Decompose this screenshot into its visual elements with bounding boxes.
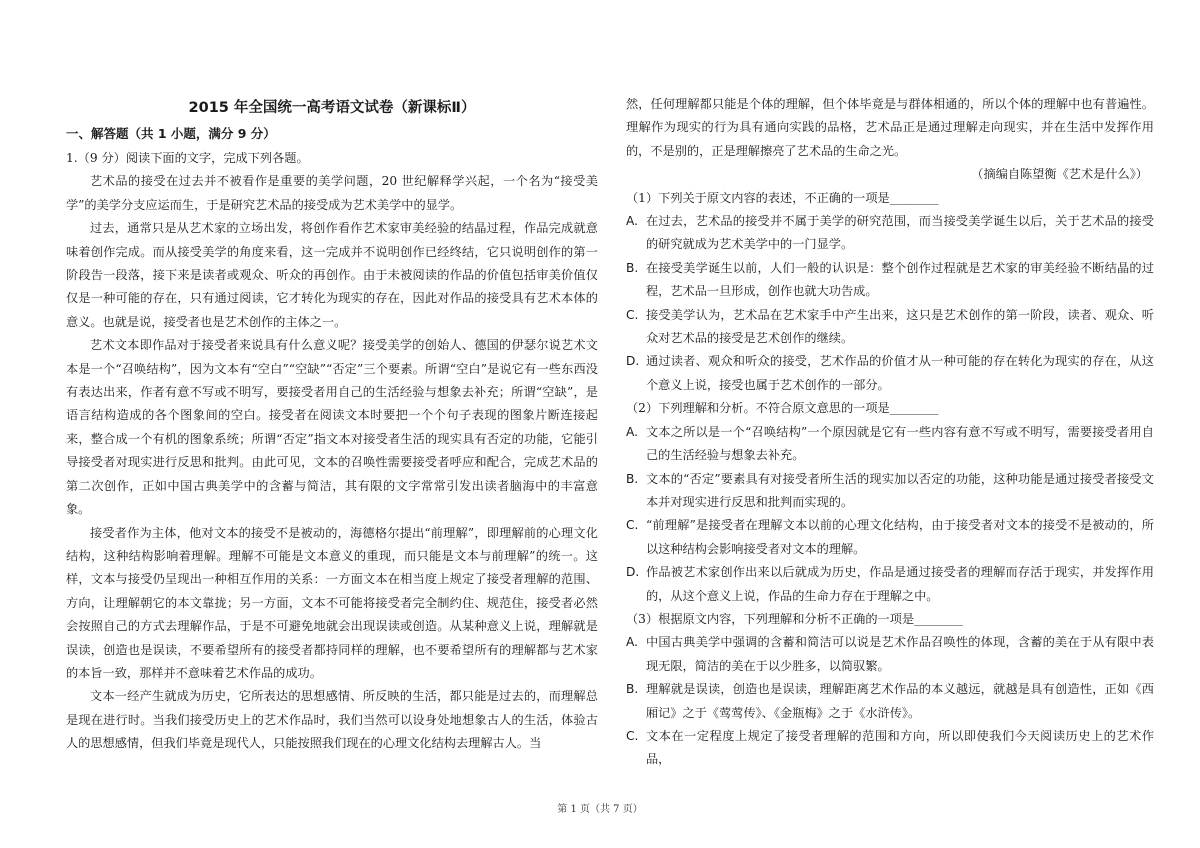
source-citation: （摘编自陈望衡《艺术是什么》） (971, 167, 1148, 182)
option-text: 理解就是误读，创造也是误读，理解距离艺术作品的本义越远，就越是具有创造性，正如《西厢记》之于《莺莺传》、《金瓶梅》之于《水浒传》。 (646, 682, 1154, 720)
option-letter: C. (626, 728, 639, 743)
option-2c[interactable] (626, 514, 1154, 561)
left-flow (66, 147, 598, 756)
question-stem: （2）下列理解和分析。不符合原文意思的一项是________ (626, 401, 939, 416)
option-2d[interactable] (626, 561, 1154, 608)
option-letter: A. (626, 424, 638, 439)
option-text: 文本的“否定”要素具有对接受者所生活的现实加以否定的功能，这种功能是通过接受者接受文本并对现实进行反思和批判而实现的。 (646, 471, 1154, 509)
option-text: 中国古典美学中强调的含蓄和简洁可以说是艺术作品召唤性的体现，含蓄的美在于从有限中表现无限，简洁的美在于以少胜多，以简驭繁。 (646, 635, 1154, 673)
option-3b[interactable] (626, 678, 1154, 725)
passage-paragraph-1: 艺术品的接受在过去并不被看作是重要的美学问题，20 世纪解释学兴起，一个名为“接受美学”的美学分支应运而生，于是研究艺术品的接受成为艺术美学中的显学。 (66, 174, 598, 212)
option-letter: C. (626, 518, 639, 533)
passage-paragraph-3: 艺术文本即作品对于接受者来说具有什么意义呢？接受美学的创始人、德国的伊瑟尔说艺术文本是一个“召唤结构”，因为文本有“空白”“空缺”“否定”三个要素。所谓“空白”是说它有一些东西没有表达出来，作者有意不写或不明写，要接受者用自己的生活经验与想象去补充；所谓“空缺”，是语言结构造成的各个图象间的空白。接受者在阅读文本时要把一个个句子表现的图象片断连接起来，整合成一个有机的图象系统；所谓“否定”指文本对接受者生活的现实具有否定的功能，它能引导接受者对现实进行反思和批判。由此可见，文本的召唤性需要接受者呼应和配合，完成艺术品的第二次创作，正如中国古典美学中的含蓄与简洁，其有限的文字常常引发出读者脑海中的丰富意象。 (66, 338, 598, 517)
option-letter: B. (626, 682, 639, 697)
passage-paragraph-2: 过去，通常只是从艺术家的立场出发，将创作看作艺术家审美经验的结晶过程，作品完成就意味着创作完成。而从接受美学的角度来看，这一完成并不说明创作已经终结，它只说明创作的第一阶段告一段落，接下来是读者或观众、听众的再创作。由于未被阅读的作品的价值包括审美价值仅仅是一种可能的存在，只有通过阅读，它才转化为现实的存在，因此对作品的接受具有艺术本体的意义。也就是说，接受者也是艺术创作的主体之一。 (66, 221, 598, 329)
option-letter: D. (626, 565, 640, 580)
question-intro: 1.（9 分）阅读下面的文字，完成下列各题。 (66, 151, 309, 165)
option-text: 文本之所以是一个“召唤结构”一个原因就是它有一些内容有意不写或不明写，需要接受者用自己的生活经验与想象去补充。 (646, 424, 1154, 463)
option-2a[interactable] (626, 421, 1154, 468)
question-1 (626, 187, 1154, 398)
option-text: 接受美学认为，艺术品在艺术家手中产生出来，这只是艺术创作的第一阶段，读者、观众、听众对艺术品的接受是艺术创作的继续。 (646, 307, 1154, 346)
option-1b[interactable] (626, 257, 1154, 304)
right-flow (626, 93, 1154, 772)
question-stem: （1）下列关于原文内容的表述，不正确的一项是________ (626, 190, 939, 205)
option-text: 文本在一定程度上规定了接受者理解的范围和方向，所以即使我们今天阅读历史上的艺术作品， (646, 728, 1154, 767)
option-text: 在过去，艺术品的接受并不属于美学的研究范围，而当接受美学诞生以后，关于艺术品的接受的研究就成为艺术美学中的一门显学。 (646, 214, 1154, 252)
option-3c[interactable] (626, 725, 1154, 772)
option-letter: B. (626, 260, 639, 275)
page-footer: 第 1 页（共 7 页） (557, 804, 643, 815)
option-letter: D. (626, 354, 640, 369)
passage-paragraph-4: 接受者作为主体，他对文本的接受不是被动的，海德格尔提出“前理解”，即理解前的心理文化结构，这种结构影响着理解。理解不可能是文本意义的重现，而只能是文本与前理解”的统一。这样，文本与接受仍呈现出一种相互作用的关系：一方面文本在相当度上规定了接受者理解的范围、方向，让理解朝它的本文靠拢；另一方面，文本不可能将接受者完全制约住、规范住，接受者必然会按照自己的方式去理解作品，于是不可避免地就会出现误读或创造。从某种意义上说，理解就是误读，创造也是误读，不要希望所有的接受者都持同样的理解，也不要希望所有的理解都与艺术家的本旨一致，那样并不意味着艺术作品的成功。 (66, 525, 598, 680)
passage-continuation: 然，任何理解都只能是个体的理解，但个体毕竟是与群体相通的，所以个体的理解中也有普遍性。理解作为现实的行为具有通向实践的品格，艺术品正是通过理解走向现实，并在生活中发挥作用的，不是别的，正是理解擦亮了艺术品的生命之光。 (626, 97, 1154, 158)
option-letter: B. (626, 471, 639, 486)
option-text: 作品被艺术家创作出来以后就成为历史，作品是通过接受者的理解而存活于现实，并发挥作用的，从这个意义上说，作品的生命力存在于理解之中。 (646, 565, 1154, 603)
question-3 (626, 608, 1154, 772)
option-letter: C. (626, 307, 639, 322)
option-1d[interactable] (626, 350, 1154, 397)
option-text: 在接受美学诞生以前，人们一般的认识是：整个创作过程就是艺术家的审美经验不断结晶的过程，艺术品一旦形成，创作也就大功告成。 (646, 260, 1154, 299)
question-stem: （3）根据原文内容，下列理解和分析不正确的一项是________ (626, 611, 963, 626)
passage-paragraph-5: 文本一经产生就成为历史，它所表达的思想感情、所反映的生活，都只能是过去的，而理解总是现在进行时。当我们接受历史上的艺术作品时，我们当然可以设身处地想象古人的生活，体验古人的思想感情，但我们毕竟是现代人，只能按照我们现在的心理文化结构去理解古人。当 (66, 689, 598, 751)
question-2 (626, 397, 1154, 608)
section-heading: 一、解答题（共 1 小题，满分 9 分） (66, 126, 276, 141)
option-1c[interactable] (626, 304, 1154, 351)
option-2b[interactable] (626, 468, 1154, 515)
option-1a[interactable] (626, 210, 1154, 257)
option-text: 通过读者、观众和听众的接受，艺术作品的价值才从一种可能的存在转化为现实的存在，从这个意义上说，接受也属于艺术创作的一部分。 (646, 354, 1154, 392)
option-letter: A. (626, 214, 638, 229)
option-letter: A. (626, 635, 638, 650)
exam-title: 2015 年全国统一高考语文试卷（新课标Ⅱ） (188, 100, 476, 116)
option-text: “前理解”是接受者在理解文本以前的心理文化结构，由于接受者对文本的接受不是被动的，所以这种结构会影响接受者对文本的理解。 (646, 518, 1154, 556)
option-3a[interactable] (626, 631, 1154, 678)
